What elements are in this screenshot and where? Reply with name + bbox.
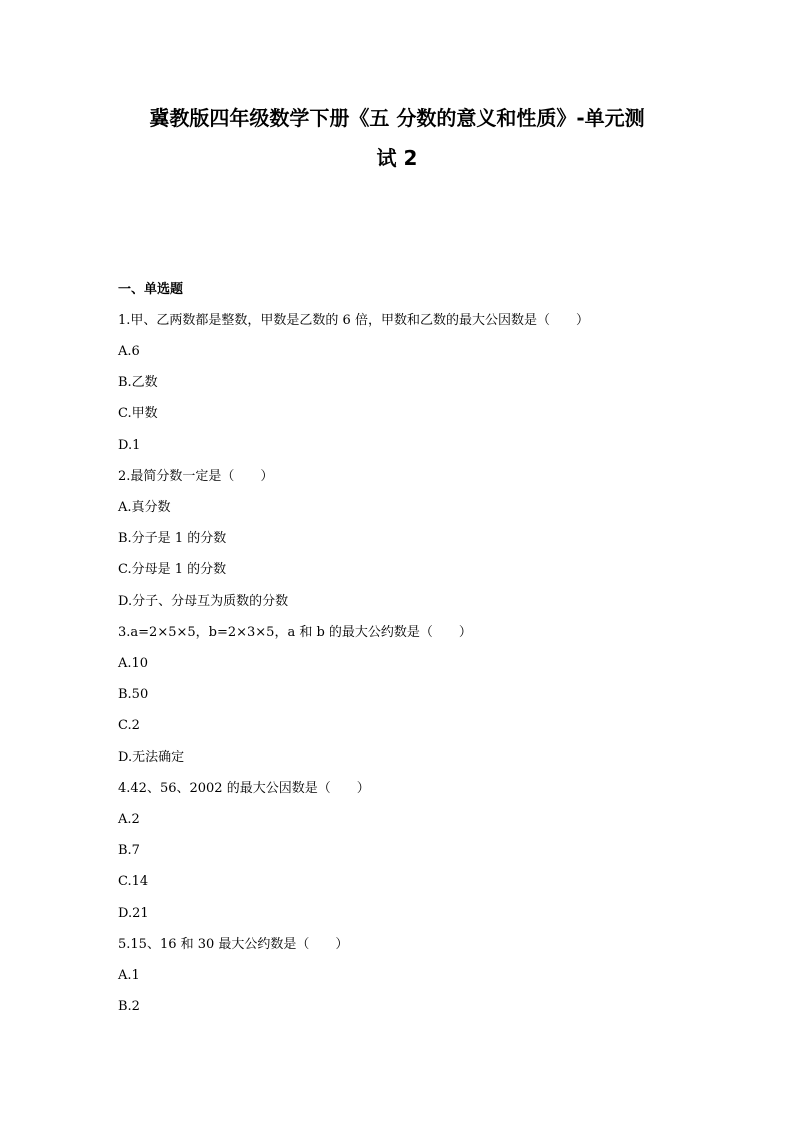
question-1-option-a: A.6	[118, 344, 140, 359]
question-3-stem: 3.a=2×5×5，b=2×3×5，a 和 b 的最大公约数是（ ）	[118, 625, 472, 640]
question-4-stem: 4.42、56、2002 的最大公因数是（ ）	[118, 781, 370, 796]
question-4-option-b: B.7	[118, 843, 140, 858]
question-5-option-a: A.1	[118, 968, 140, 983]
document-title-line-1: 冀教版四年级数学下册《五 分数的意义和性质》-单元测	[149, 106, 645, 130]
question-3-option-d: D.无法确定	[118, 750, 185, 765]
question-4-option-c: C.14	[118, 874, 149, 889]
question-4-option-d: D.21	[118, 906, 149, 921]
question-1-stem: 1.甲、乙两数都是整数，甲数是乙数的 6 倍，甲数和乙数的最大公因数是（ ）	[118, 313, 589, 328]
question-3-option-a: A.10	[118, 656, 149, 671]
question-5-stem: 5.15、16 和 30 最大公约数是（ ）	[118, 937, 349, 952]
question-1-option-b: B.乙数	[118, 375, 158, 390]
question-2-option-a: A.真分数	[118, 500, 171, 515]
question-5-option-b: B.2	[118, 999, 140, 1014]
question-3-option-b: B.50	[118, 687, 149, 702]
section-heading-single-choice: 一、单选题	[118, 282, 184, 297]
document-title-line-2: 试 2	[376, 146, 418, 170]
question-1-option-d: D.1	[118, 438, 141, 453]
question-2-option-c: C.分母是 1 的分数	[118, 562, 227, 577]
question-2-option-b: B.分子是 1 的分数	[118, 531, 227, 546]
question-4-option-a: A.2	[118, 812, 140, 827]
question-2-stem: 2.最简分数一定是（ ）	[118, 469, 274, 484]
question-1-option-c: C.甲数	[118, 406, 158, 421]
question-2-option-d: D.分子、分母互为质数的分数	[118, 594, 289, 609]
question-3-option-c: C.2	[118, 718, 140, 733]
